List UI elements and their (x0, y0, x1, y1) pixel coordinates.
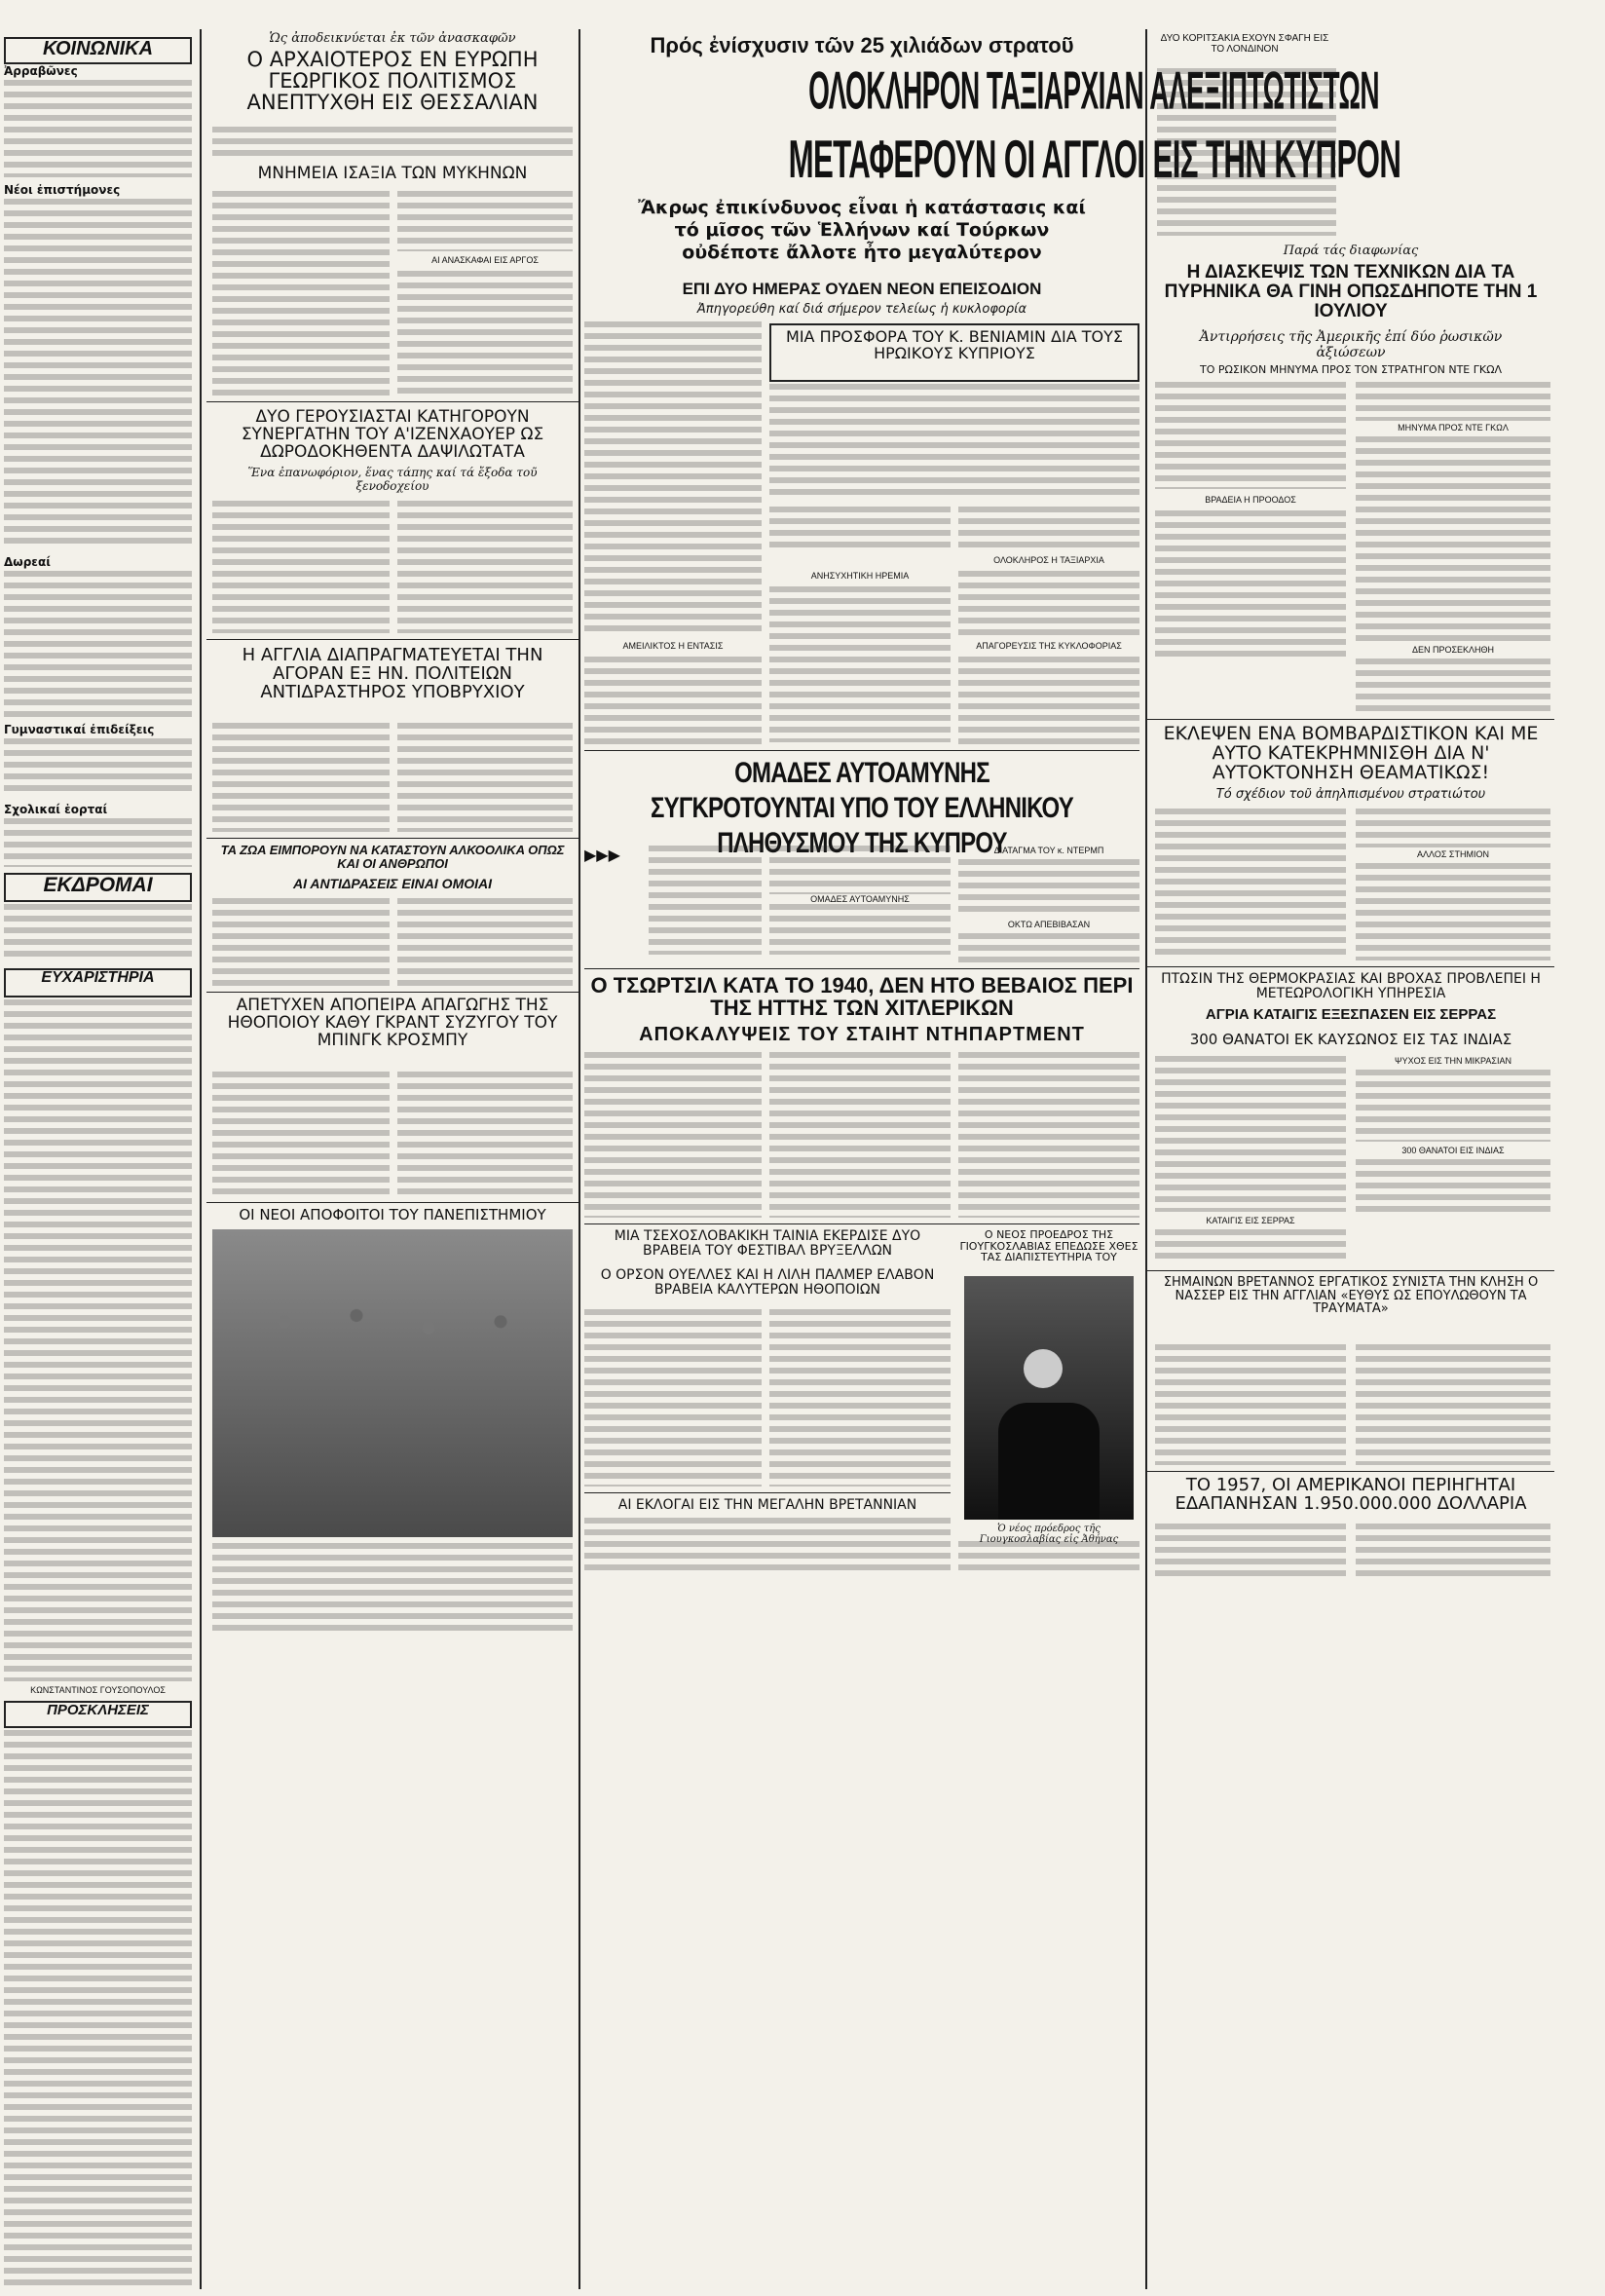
text-block (1155, 1229, 1346, 1264)
text-block (4, 999, 192, 1681)
text-block (212, 898, 390, 986)
text-block (1155, 382, 1346, 489)
text-block (4, 738, 192, 797)
traffic-subhead: Ἀπηγορεύθη καί διά σήμερον τελείως ἡ κυκλοφορία (696, 302, 1027, 317)
text-block (1356, 436, 1550, 641)
text-block (1356, 1159, 1550, 1212)
text-block (958, 859, 1139, 916)
column-two (206, 29, 580, 2289)
bomber-headline: ΕΚΛΕΨΕΝ ΕΝΑ ΒΟΜΒΑΡΔΙΣΤΙΚΟΝ ΚΑΙ ΜΕ ΑΥΤΟ ΚΑΤΕΚΡΗΜΝΙΣΘΗ ΔΙΑ Ν' ΑΥΤΟΚΤΟΝΗΣΗ ΘΕΑΜΑΤΙΚΩΣ! (1163, 723, 1539, 783)
divider (584, 1492, 951, 1493)
text-block (1356, 863, 1550, 960)
text-block (4, 80, 192, 177)
divider (1147, 1270, 1554, 1271)
proskliseis-banner (4, 1701, 192, 1728)
anisyxia-subhead: ΑΝΗΣΥΧΗΤΙΚΗ ΗΡΕΜΙΑ (810, 571, 910, 581)
graduates-photo (212, 1229, 573, 1537)
text-block (769, 507, 951, 551)
text-block (1155, 1344, 1346, 1465)
text-block (584, 1309, 762, 1487)
text-block (958, 1052, 1139, 1218)
text-block (769, 586, 951, 742)
text-block (4, 199, 192, 549)
india-subhead: 300 ΘΑΝΑΤΟΙ ΕΚ ΚΑΥΣΩΝΟΣ ΕΙΣ ΤΑΣ ΙΝΔΙΑΣ (1189, 1031, 1512, 1048)
text-block (4, 1730, 192, 2285)
bomber-subhead: Τό σχέδιον τοῦ ἀπηλπισμένου στρατιώτου (1215, 787, 1486, 802)
agriculture-headline: Ο ΑΡΧΑΙΟΤΕΡΟΣ ΕΝ ΕΥΡΩΠΗ ΓΕΩΡΓΙΚΟΣ ΠΟΛΙΤΙΣΜΟΣ ΑΝΕΠΤΥΧΘΗ ΕΙΣ ΘΕΣΣΑΛΙΑΝ (246, 48, 539, 115)
storm-subhead: ΑΓΡΙΑ ΚΑΤΑΙΓΙΣ ΕΞΕΣΠΑΣΕΝ ΕΙΣ ΣΕΡΡΑΣ (1205, 1006, 1497, 1023)
president-body (998, 1403, 1100, 1520)
diatagma-subhead: ΔΙΑΤΑΓΜΑ ΤΟΥ κ. ΝΤΕΡΜΠ (993, 846, 1104, 855)
divider (206, 401, 579, 402)
text-block (397, 1072, 573, 1198)
reservations-subhead: Ἀντιρρήσεις τῆς Ἀμερικῆς ἐπί δύο ῥωσικῶν ἀξιώσεων (1199, 329, 1503, 360)
text-block (584, 1052, 762, 1218)
photo-title: ΟΙ ΝΕΟΙ ΑΠΟΦΟΙΤΟΙ ΤΟΥ ΠΑΝΕΠΙΣΤΗΜΙΟΥ (239, 1206, 546, 1223)
text-block (1155, 809, 1346, 960)
film-headline: ΜΙΑ ΤΣΕΧΟΣΛΟΒΑΚΙΚΗ ΤΑΙΝΙΑ ΕΚΕΡΔΙΣΕ ΔΥΟ ΒΡΑΒΕΙΑ ΤΟΥ ΦΕΣΤΙΒΑΛ ΒΡΥΞΕΛΛΩΝ (614, 1228, 921, 1259)
para-kicker: Παρά τάς διαφωνίας (1283, 244, 1419, 258)
ekdromai-banner (4, 873, 192, 902)
arrow-markers: ▶▶▶ (584, 846, 620, 864)
divider (206, 639, 579, 640)
text-block (4, 571, 192, 717)
text-block (584, 657, 762, 744)
neoi-epistimones-heading: Νέοι ἐπιστήμονες (4, 183, 121, 197)
text-block (212, 127, 573, 162)
text-block (958, 507, 1139, 551)
text-block (397, 271, 573, 395)
film-subhead: Ο ΟΡΣΟΝ ΟΥΕΛΛΕΣ ΚΑΙ Η ΛΙΛΗ ΠΑΛΜΕΡ ΕΛΑΒΟΝ ΒΡΑΒΕΙΑ ΚΑΛΥΤΕΡΩΝ ΗΘΟΠΟΙΩΝ (600, 1267, 935, 1298)
president-headline: Ο ΝΕΟΣ ΠΡΟΕΔΡΟΣ ΤΗΣ ΓΙΟΥΓΚΟΣΛΑΒΙΑΣ ΕΠΕΔΩΣΕ ΧΘΕΣ ΤΑΣ ΔΙΑΠΙΣΤΕΥΤΗΡΙΑ ΤΟΥ (959, 1228, 1138, 1264)
divider (206, 1202, 579, 1203)
argos-subhead: ΑΙ ΑΝΑΣΚΑΦΑΙ ΕΙΣ ΑΡΓΟΣ (431, 255, 539, 265)
text-block (1356, 1524, 1550, 1582)
churchill-headline: Ο ΤΣΩΡΤΣΙΛ ΚΑΤΑ ΤΟ 1940, ΔΕΝ ΗΤΟ ΒΕΒΑΙΟΣ ΠΕΡΙ ΤΗΣ ΗΤΤΗΣ ΤΩΝ ΧΙΤΛΕΡΙΚΩΝ (590, 973, 1134, 1021)
text-block (4, 904, 192, 962)
cyprus-headline-line1-wrap (584, 60, 1380, 125)
text-block (1356, 1344, 1550, 1465)
koinonika-banner (4, 37, 192, 64)
tourists-headline: ΤΟ 1957, ΟΙ ΑΜΕΡΙΚΑΝΟΙ ΠΕΡΙΗΓΗΤΑΙ ΕΔΑΠΑΝΗΣΑΝ 1.950.000.000 ΔΟΛΛΑΡΙΑ (1175, 1475, 1527, 1514)
text-block (212, 1072, 390, 1198)
arravones-heading: Ἀρραβῶνες (4, 64, 78, 78)
column-social (0, 29, 202, 2289)
text-block (769, 1052, 951, 1218)
cyprus-kicker: Πρός ἐνίσχυσιν τῶν 25 χιλιάδων στρατοῦ (650, 33, 1074, 57)
divider (584, 1223, 1139, 1224)
eyxaristiria-banner (4, 968, 192, 997)
koinonika-title: ΚΟΙΝΩΝΙΚΑ (42, 38, 154, 59)
cyprus-headline-line2: ΜΕΤΑΦΕΡΟΥΝ ΟΙ ΑΓΓΛΟΙ ΕΙΣ ΤΗΝ ΚΥΠΡΟΝ (788, 130, 1401, 190)
russian-msg-subhead: ΤΟ ΡΩΣΙΚΟΝ ΜΗΝΥΜΑ ΠΡΟΣ ΤΟΝ ΣΤΡΑΤΗΓΟΝ ΝΤΕ ΓΚΩΛ (1199, 363, 1503, 376)
text-block (1155, 1524, 1346, 1582)
kidnap-headline: ΑΠΕΤΥΧΕΝ ΑΠΟΠΕΙΡΑ ΑΠΑΓΩΓΗΣ ΤΗΣ ΗΘΟΠΟΙΟΥ ΚΑΘΥ ΓΚΡΑΝΤ ΣΥΖΥΓΟΥ ΤΟΥ ΜΠΙΝΓΚ ΚΡΟΣΜΠΥ (227, 996, 558, 1050)
text-block (397, 191, 573, 251)
text-block (212, 501, 390, 633)
cyprus-deck: Ἄκρως ἐπικίνδυνος εἶναι ἡ κατάστασις καί τό μῖσος τῶν Ἑλλήνων καί Τούρκων οὐδέποτε ἄλλοτε ἦτο μεγαλύτερον (638, 197, 1086, 263)
girls-headline: ΔΥΟ ΚΟΡΙΤΣΑΚΙΑ ΕΧΟΥΝ ΣΦΑΓΗ ΕΙΣ ΤΟ ΛΟΝΔΙΝΟΝ (1160, 33, 1329, 55)
text-block (397, 898, 573, 986)
olokliros-subhead: ΟΛΟΚΛΗΡΟΣ Η ΤΑΞΙΑΡΧΙΑ (993, 555, 1104, 565)
serres-subhead: ΚΑΤΑΙΓΙΣ ΕΙΣ ΣΕΡΡΑΣ (1206, 1216, 1295, 1225)
alcohol-headline: ΤΑ ΖΩΑ ΕΙΜΠΟΡΟΥΝ ΝΑ ΚΑΤΑΣΤΟΥΝ ΑΛΚΟΟΛΙΚΑ ΟΠΩΣ ΚΑΙ ΟΙ ΑΝΘΡΩΠΟΙ (220, 843, 565, 871)
text-block (397, 501, 573, 633)
text-block (1155, 1056, 1346, 1212)
text-block (958, 933, 1139, 962)
president-photo (964, 1276, 1134, 1520)
divider (1147, 719, 1554, 720)
vradeia-subhead: ΒΡΑΔΕΙΑ Η ΠΡΟΟΔΟΣ (1205, 495, 1296, 505)
agriculture-kicker: Ὡς ἀποδεικνύεται ἐκ τῶν ἀνασκαφῶν (269, 31, 516, 46)
text-block (1157, 68, 1336, 236)
text-block (769, 1309, 951, 1487)
text-block (212, 191, 390, 395)
text-block (958, 571, 1139, 637)
cold-subhead: ΨΥΧΟΣ ΕΙΣ ΤΗΝ ΜΙΚΡΑΣΙΑΝ (1395, 1056, 1512, 1066)
allos-subhead: ΑΛΛΟΣ ΣΤΗΜΙΟΝ (1417, 849, 1489, 859)
text-block (958, 1541, 1139, 1576)
divider (584, 750, 1139, 751)
omades-subhead: ΟΜΑΔΕΣ ΑΥΤΟΑΜΥΝΗΣ (769, 894, 951, 904)
divider (206, 838, 579, 839)
no-incident-head: ΕΠΙ ΔΥΟ ΗΜΕΡΑΣ ΟΥΔΕΝ ΝΕΟΝ ΕΠΕΙΣΟΔΙΟΝ (682, 280, 1042, 298)
text-block (1356, 809, 1550, 847)
mycenae-subhead: ΜΝΗΜΕΙΑ ΙΣΑΞΙΑ ΤΩΝ ΜΥΚΗΝΩΝ (257, 164, 528, 183)
text-block (397, 723, 573, 832)
england-headline: Η ΑΓΓΛΙΑ ΔΙΑΠΡΑΓΜΑΤΕΥΕΤΑΙ ΤΗΝ ΑΓΟΡΑΝ ΕΞ ΗΝ. ΠΟΛΙΤΕΙΩΝ ΑΝΤΙΔΡΑΣΤΗΡΟΣ ΥΠΟΒΡΥΧΙΟΥ (242, 645, 543, 702)
apagoreusi-subhead: ΑΠΑΓΟΡΕΥΣΙΣ ΤΗΣ ΚΥΚΛΟΦΟΡΙΑΣ (976, 641, 1122, 651)
divider (206, 992, 579, 993)
divider (1147, 966, 1554, 967)
text-block (4, 818, 192, 867)
eyxaristiria-title: ΕΥΧΑΡΙΣΤΗΡΙΑ (41, 969, 155, 986)
elections-headline: ΑΙ ΕΚΛΟΓΑΙ ΕΙΣ ΤΗΝ ΜΕΓΑΛΗΝ ΒΡΕΤΑΝΝΙΑΝ (617, 1497, 917, 1513)
divider (1147, 1471, 1554, 1472)
prosekalesen-subhead: ΔΕΝ ΠΡΟΣΕΚΛΗΘΗ (1411, 645, 1495, 655)
text-block (958, 657, 1139, 744)
groups-headline: ΟΜΑΔΕΣ ΑΥΤΟΑΜΥΝΗΣ ΣΥΓΚΡΟΤΟΥΝΤΑΙ ΥΠΟ ΤΟΥ ΕΛΛΗΝΙΚΟΥ ΠΛΗΘΥΣΜΟΥ ΤΗΣ ΚΥΠΡΟΥ (651, 757, 1073, 859)
text-block (584, 1518, 951, 1576)
proskliseis-title: ΠΡΟΣΚΛΗΣΕΙΣ (47, 1702, 149, 1718)
text-block (1356, 382, 1550, 421)
senators-subhead: Ἕνα ἐπανωφόριον, ἕνας τάπης καί τά ἔξοδα τοῦ ξενοδοχείου (247, 466, 538, 493)
ekdromai-title: ΕΚΔΡΟΜΑΙ (43, 874, 153, 896)
cyprus-headline-line2-wrap (584, 130, 1401, 193)
weather-headline: ΠΤΩΣΙΝ ΤΗΣ ΘΕΡΜΟΚΡΑΣΙΑΣ ΚΑΙ ΒΡΟΧΑΣ ΠΡΟΒΛΕΠΕΙ Η ΜΕΤΕΩΡΟΛΟΓΙΚΗ ΥΠΗΡΕΣΙΑ (1161, 971, 1541, 1001)
alcohol-subhead: ΑΙ ΑΝΤΙΔΡΑΣΕΙΣ ΕΙΝΑΙ ΟΜΟΙΑΙ (292, 876, 493, 891)
senators-headline: ΔΥΟ ΓΕΡΟΥΣΙΑΣΤΑΙ ΚΑΤΗΓΟΡΟΥΝ ΣΥΝΕΡΓΑΤΗΝ ΤΟΥ Α'ΙΖΕΝΧΑΟΥΕΡ ΩΣ ΔΩΡΟΔΟΚΗΘΕΝΤΑ ΔΑΨΙΛΩΤΑΤΑ (241, 407, 544, 462)
sxolikes-heading: Σχολικαί ἑορταί (4, 803, 108, 816)
president-caption: Ὁ νέος πρόεδρος τῆς Γιουγκοσλαβίας εἰς Ἀθήνας (979, 1524, 1119, 1545)
state-dept-subhead: ΑΠΟΚΑΛΥΨΕΙΣ ΤΟΥ ΣΤΑΙΗΤ ΝΤΗΠΑΡΤΜΕΝΤ (639, 1024, 1085, 1045)
text-block (1155, 510, 1346, 657)
benjamin-box (769, 323, 1139, 382)
text-block (584, 321, 762, 633)
dorea-heading: Δωρεαί (4, 555, 51, 569)
amynos-subhead: ΑΜΕΙΛΙΚΤΟΣ Η ΕΝΤΑΣΙΣ (622, 641, 724, 651)
okto-subhead: ΟΚΤΩ ΑΠΕΒΙΒΑΣΑΝ (1007, 920, 1091, 929)
signature: ΚΩΝΣΤΑΝΤΙΝΟΣ ΓΟΥΣΟΠΟΥΛΟΣ (30, 1685, 166, 1695)
divider (584, 968, 1139, 969)
benjamin-headline: ΜΙΑ ΠΡΟΣΦΟΡΑ ΤΟΥ Κ. ΒΕΝΙΑΜΙΝ ΔΙΑ ΤΟΥΣ ΗΡΩΙΚΟΥΣ ΚΥΠΡΙΟΥΣ (786, 327, 1123, 362)
photo-caption (212, 1543, 573, 1631)
text-block (1356, 1070, 1550, 1142)
labour-headline: ΣΗΜΑΙΝΩΝ ΒΡΕΤΑΝΝΟΣ ΕΡΓΑΤΙΚΟΣ ΣΥΝΙΣΤΑ ΤΗΝ ΚΛΗΣΗ Ο ΝΑΣΣΕΡ ΕΙΣ ΤΗΝ ΑΓΓΛΙΑΝ «ΕΥΘΥΣ ΩΣ ΕΠΟΥΛΩΘΟΥΝ ΤΑ ΤΡΑΥΜΑΤΑ» (1163, 1275, 1539, 1317)
cyprus-headline-line1: ΟΛΟΚΛΗΡΟΝ ΤΑΞΙΑΡΧΙΑΝ ΑΛΕΞΙΠΤΩΤΙΣΤΩΝ (808, 60, 1380, 121)
deaths-subhead: 300 ΘΑΝΑΤΟΙ ΕΙΣ ΙΝΔΙΑΣ (1401, 1146, 1505, 1155)
gymnastikes-heading: Γυμναστικαί ἐπιδείξεις (4, 723, 155, 736)
technicians-headline: Η ΔΙΑΣΚΕΨΙΣ ΤΩΝ ΤΕΧΝΙΚΩΝ ΔΙΑ ΤΑ ΠΥΡΗΝΙΚΑ ΘΑ ΓΙΝΗ ΟΠΩΣΔΗΠΟΤΕ ΤΗΝ 1 ΙΟΥΛΙΟΥ (1164, 262, 1538, 321)
text-block (649, 846, 762, 955)
minima-subhead: ΜΗΝΥΜΑ ΠΡΟΣ ΝΤΕ ΓΚΩΛ (1398, 423, 1509, 433)
president-face (1024, 1349, 1063, 1388)
text-block (212, 723, 390, 832)
column-right (1145, 29, 1554, 2289)
text-block (769, 384, 1139, 501)
text-block (1356, 659, 1550, 713)
